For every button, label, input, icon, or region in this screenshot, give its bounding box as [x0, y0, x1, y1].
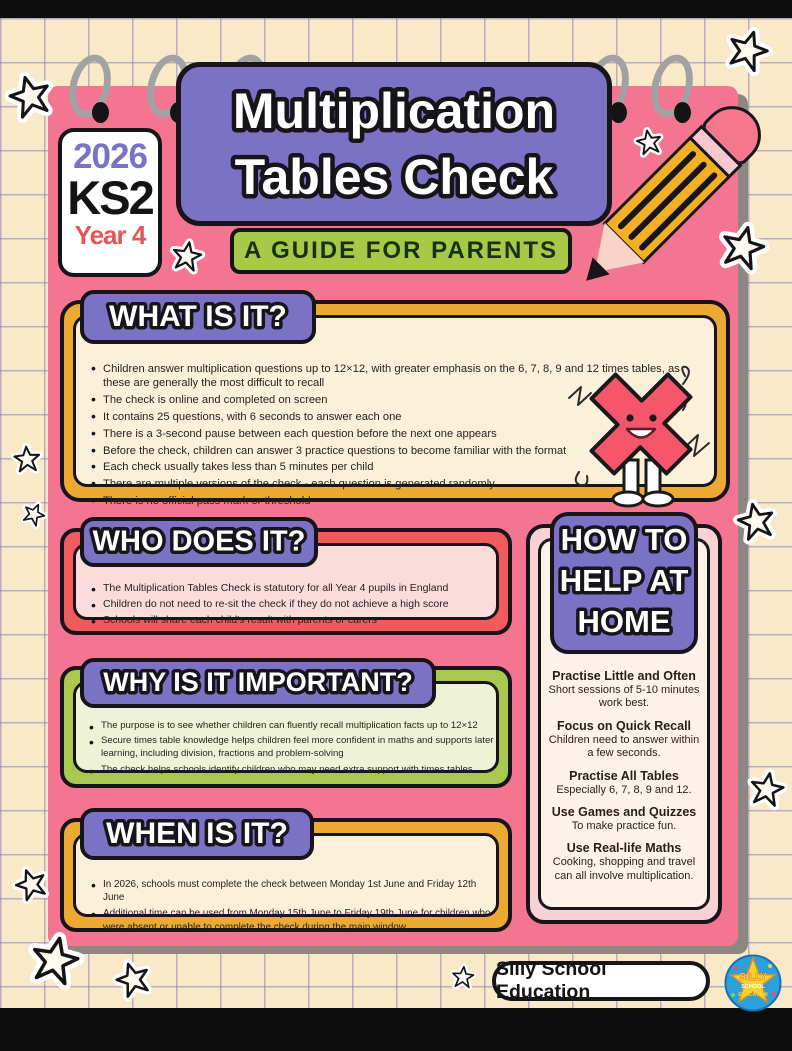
- tip-title: Use Games and Quizzes: [551, 805, 697, 820]
- bullet-item: • There is no official pass mark or threshold: [90, 494, 706, 508]
- bullet-item: • It contains 25 questions, with 6 seconds to answer each one: [90, 410, 706, 424]
- tip-body: Children need to answer within a few seconds.: [548, 733, 700, 760]
- bullet-item: • Each check usually takes less than 5 minutes per child: [90, 460, 706, 474]
- bullet-item: • In 2026, schools must complete the check between Monday 1st June and Friday 12th June: [90, 878, 494, 905]
- star-icon: [8, 440, 46, 478]
- svg-text:EDUCATION: EDUCATION: [738, 992, 768, 998]
- svg-text:HELP AT: HELP AT: [559, 563, 689, 599]
- silly-school-education-logo: [724, 954, 782, 1012]
- bullet-item: • The Multiplication Tables Check is statutory for all Year 4 pupils in England: [90, 582, 490, 596]
- when-bullet-list: [90, 878, 494, 936]
- why-bullet-list: [88, 720, 494, 779]
- svg-text:SCHOOL: SCHOOL: [741, 984, 765, 990]
- bullet-item: • The check is online and completed on screen: [90, 393, 706, 407]
- tip-title: Practise Little and Often: [552, 669, 696, 683]
- bullet-item: • Additional time can be used from Monday 15th June to Friday 19th June for children who were absent or unable to complete the check during the main window: [90, 907, 494, 934]
- badge-year: 2026: [73, 137, 147, 176]
- poster-title: [176, 62, 612, 226]
- svg-text:WHY IS IT IMPORTANT?: WHY IS IT IMPORTANT?: [103, 667, 413, 698]
- star-icon: [726, 491, 785, 550]
- heading-what-is-it: [80, 290, 316, 344]
- tip-title: Use Real-life Maths: [566, 841, 682, 856]
- who-bullet-list: [90, 582, 490, 630]
- bullet-item: • Schools will share each child's result with parents or carers: [90, 614, 490, 628]
- tip-title: Focus on Quick Recall: [556, 718, 692, 733]
- heading-why-important: [80, 658, 436, 708]
- subtitle-banner: A GUIDE FOR PARENTS: [230, 228, 572, 274]
- heading-when-is-it: [80, 808, 314, 860]
- help-tip: [545, 719, 703, 761]
- bullet-item: • Children do not need to re-sit the check if they do not achieve a high score: [90, 598, 490, 612]
- heading-how-to-help: [550, 512, 698, 654]
- help-tip: [545, 841, 703, 883]
- help-tip: [545, 805, 703, 833]
- tip-body: Especially 6, 7, 8, 9 and 12.: [556, 783, 692, 796]
- svg-text:HOW TO: HOW TO: [560, 522, 688, 558]
- binding-hole-icon: [674, 102, 691, 123]
- svg-text:WHEN IS IT?: WHEN IS IT?: [106, 816, 288, 850]
- binding-hole-icon: [92, 102, 109, 123]
- bullet-item: • There are multiple versions of the check - each question is generated randomly: [90, 477, 706, 491]
- svg-text:WHO DOES IT?: WHO DOES IT?: [92, 525, 306, 558]
- star-icon: [629, 122, 668, 161]
- title-line-2: Tables Check: [234, 149, 554, 206]
- star-icon: [164, 233, 210, 279]
- brand-name: Silly School Education: [492, 961, 710, 1001]
- bullet-item: • There is a 3-second pause between each question before the next one appears: [90, 427, 706, 441]
- tip-body: Cooking, shopping and travel can all involve multiplication.: [552, 856, 696, 882]
- star-icon: [740, 762, 792, 815]
- star-icon: [447, 961, 480, 994]
- star-icon: [17, 922, 93, 998]
- help-tips-list: [545, 669, 703, 891]
- badge-key-stage: KS2: [67, 171, 153, 224]
- binding-hole-icon: [610, 102, 627, 123]
- tip-title: Practise All Tables: [569, 768, 679, 783]
- tip-body: To make practice fun.: [571, 820, 677, 833]
- heading-who-does-it: [80, 517, 318, 567]
- bullet-item: • The check helps schools identify children who may need extra support with times tables: [88, 764, 494, 777]
- title-line-1: Multiplication: [232, 83, 556, 140]
- badge-year-group: Year 4: [74, 220, 146, 250]
- svg-text:HOME: HOME: [577, 604, 671, 640]
- year-badge: [58, 128, 162, 277]
- bullet-item: • Secure times table knowledge helps children feel more confident in maths and supports later learning, including division, fractions and problem-solving: [88, 735, 494, 761]
- svg-text:SILLY: SILLY: [739, 972, 767, 983]
- svg-text:WHAT IS IT?: WHAT IS IT?: [109, 299, 287, 333]
- bullet-item: • Children answer multiplication questions up to 12×12, with greater emphasis on the 6, 7, 8, 9 and 12 times tables, as these are generally the most difficult to recall: [90, 362, 706, 391]
- help-tip: [545, 669, 703, 711]
- tip-body: Short sessions of 5-10 minutes work best.: [548, 684, 700, 710]
- bullet-item: • Before the check, children can answer 3 practice questions to become familiar with the format: [90, 444, 706, 458]
- help-tip: [545, 769, 703, 797]
- bullet-item: • The purpose is to see whether children can fluently recall multiplication facts up to 12×12: [88, 720, 494, 733]
- multiplication-mascot-icon: [566, 362, 716, 508]
